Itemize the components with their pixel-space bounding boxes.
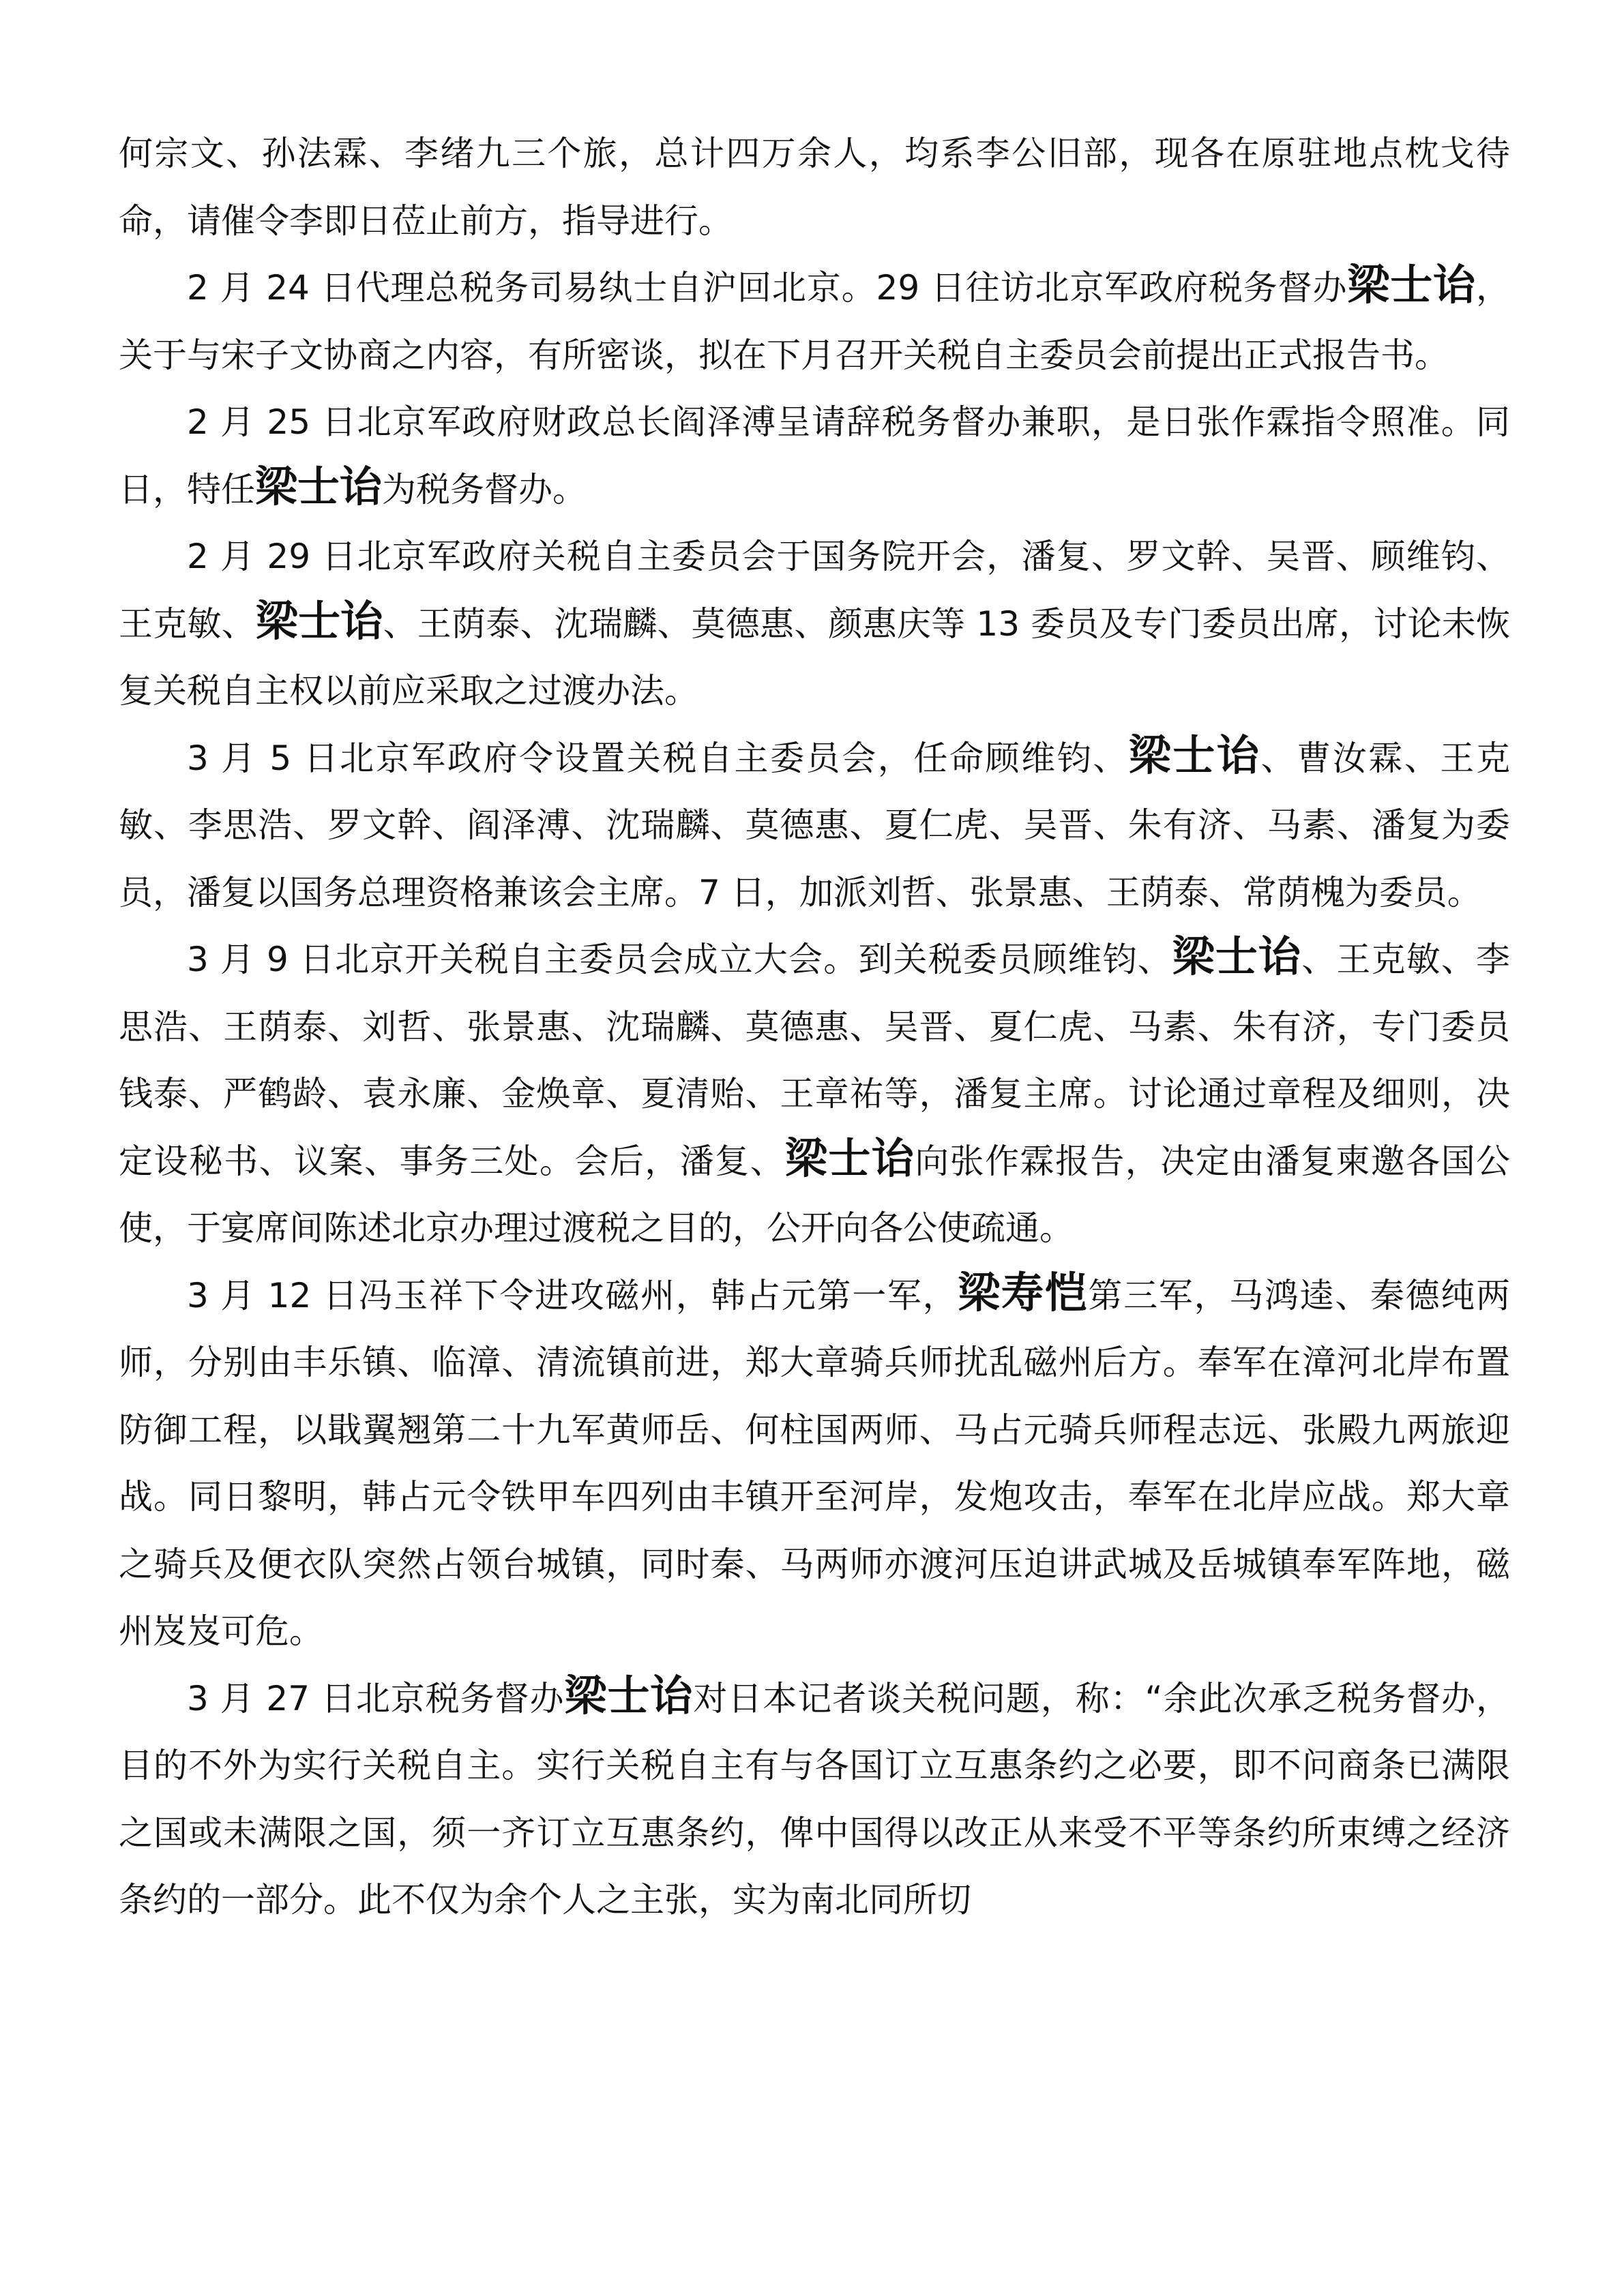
paragraph-text: 3 月 9 日北京开关税自主委员会成立大会。到关税委员顾维钧、	[187, 940, 1172, 979]
paragraph-5	[119, 725, 1510, 927]
highlighted-name: 梁士诒	[255, 595, 383, 646]
highlighted-name: 梁士诒	[1128, 730, 1261, 780]
paragraph-text: 、王克敏、李思浩、王荫泰、刘哲、张景惠、沈瑞麟、莫德惠、吴晋、夏仁虎、马素、朱有济，专门委员钱泰、严鹤龄、袁永廉、金焕章、夏清贻、王章祐等，潘复主席。讨论通过章程及细则，决定设秘书、议案、事务三处。会后，潘复、	[119, 940, 1510, 1181]
paragraph-text: 何宗文、孙法霖、李绪九三个旅，总计四万余人，均系李公旧部，现各在原驻地点枕戈待命，请催令李即日莅止前方，指导进行。	[119, 134, 1510, 241]
highlighted-name: 梁士诒	[785, 1133, 915, 1183]
highlighted-name: 梁寿恺	[958, 1267, 1089, 1317]
paragraph-6	[119, 926, 1510, 1262]
paragraph-text: 3 月 27 日北京税务督办	[187, 1678, 565, 1718]
highlighted-name: 梁士诒	[255, 461, 383, 511]
paragraph-text: 对日本记者谈关税问题，称：“余此次承乏税务督办，目的不外为实行关税自主。实行关税自主有与各国订立互惠条约之必要，即不问商条已满限之国或未满限之国，须一齐订立互惠条约，俾中国得以改正从来受不平等条约所束缚之经济条约的一部分。此不仅为余个人之主张，实为南北同所切	[119, 1678, 1510, 1920]
paragraph-2	[119, 254, 1510, 389]
paragraph-text: 2 月 25 日北京军政府财政总长阎泽溥呈请辞税务督办兼职，是日张作霖指令照准。同日，特任	[119, 402, 1510, 509]
document-page	[119, 120, 1510, 1934]
paragraph-8	[119, 1665, 1510, 1934]
paragraph-text: 2 月 29 日北京军政府关税自主委员会于国务院开会，潘复、罗文幹、吴晋、顾维钧、王克敏、	[119, 537, 1510, 644]
paragraph-text: 为税务督办。	[382, 469, 587, 509]
paragraph-text: 向张作霖报告，决定由潘复柬邀各国公使，于宴席间陈述北京办理过渡税之目的，公开向各公使疏通。	[119, 1141, 1510, 1248]
paragraph-text: 3 月 5 日北京军政府令设置关税自主委员会，任命顾维钧、	[187, 738, 1129, 778]
paragraph-1	[119, 120, 1510, 254]
highlighted-name: 梁士诒	[1172, 931, 1302, 981]
paragraph-text: 2 月 24 日代理总税务司易纨士自沪回北京。29 日往访北京军政府税务督办	[187, 268, 1348, 308]
paragraph-text: 第三军，马鸿逵、秦德纯两师，分别由丰乐镇、临漳、清流镇前进，郑大章骑兵师扰乱磁州后方。奉军在漳河北岸布置防御工程，以戢翼翘第二十九军黄师岳、何柱国两师、马占元骑兵师程志远、张殿九两旅迎战。同日黎明，韩占元令铁甲车四列由丰镇开至河岸，发炮攻击，奉军在北岸应战。郑大章之骑兵及便衣队突然占领台城镇，同时秦、马两师亦渡河压迫讲武城及岳城镇奉军阵地，磁州岌岌可危。	[119, 1275, 1510, 1651]
paragraph-7	[119, 1262, 1510, 1665]
highlighted-name: 梁士诒	[564, 1670, 694, 1720]
highlighted-name: 梁士诒	[1347, 260, 1476, 310]
paragraph-4	[119, 523, 1510, 725]
paragraph-text: 、王荫泰、沈瑞麟、莫德惠、颜惠庆等 13 委员及专门委员出席，讨论未恢复关税自主权以前应采取之过渡办法。	[119, 603, 1510, 711]
paragraph-text: 3 月 12 日冯玉祥下令进攻磁州，韩占元第一军，	[187, 1275, 958, 1315]
paragraph-text: ，关于与宋子文协商之内容，有所密谈，拟在下月召开关税自主委员会前提出正式报告书。	[119, 268, 1510, 375]
paragraph-3	[119, 389, 1510, 523]
paragraph-text: 、曹汝霖、王克敏、李思浩、罗文幹、阎泽溥、沈瑞麟、莫德惠、夏仁虎、吴晋、朱有济、马素、潘复为委员，潘复以国务总理资格兼该会主席。7 日，加派刘哲、张景惠、王荫泰、常荫槐为委员。	[119, 738, 1510, 912]
